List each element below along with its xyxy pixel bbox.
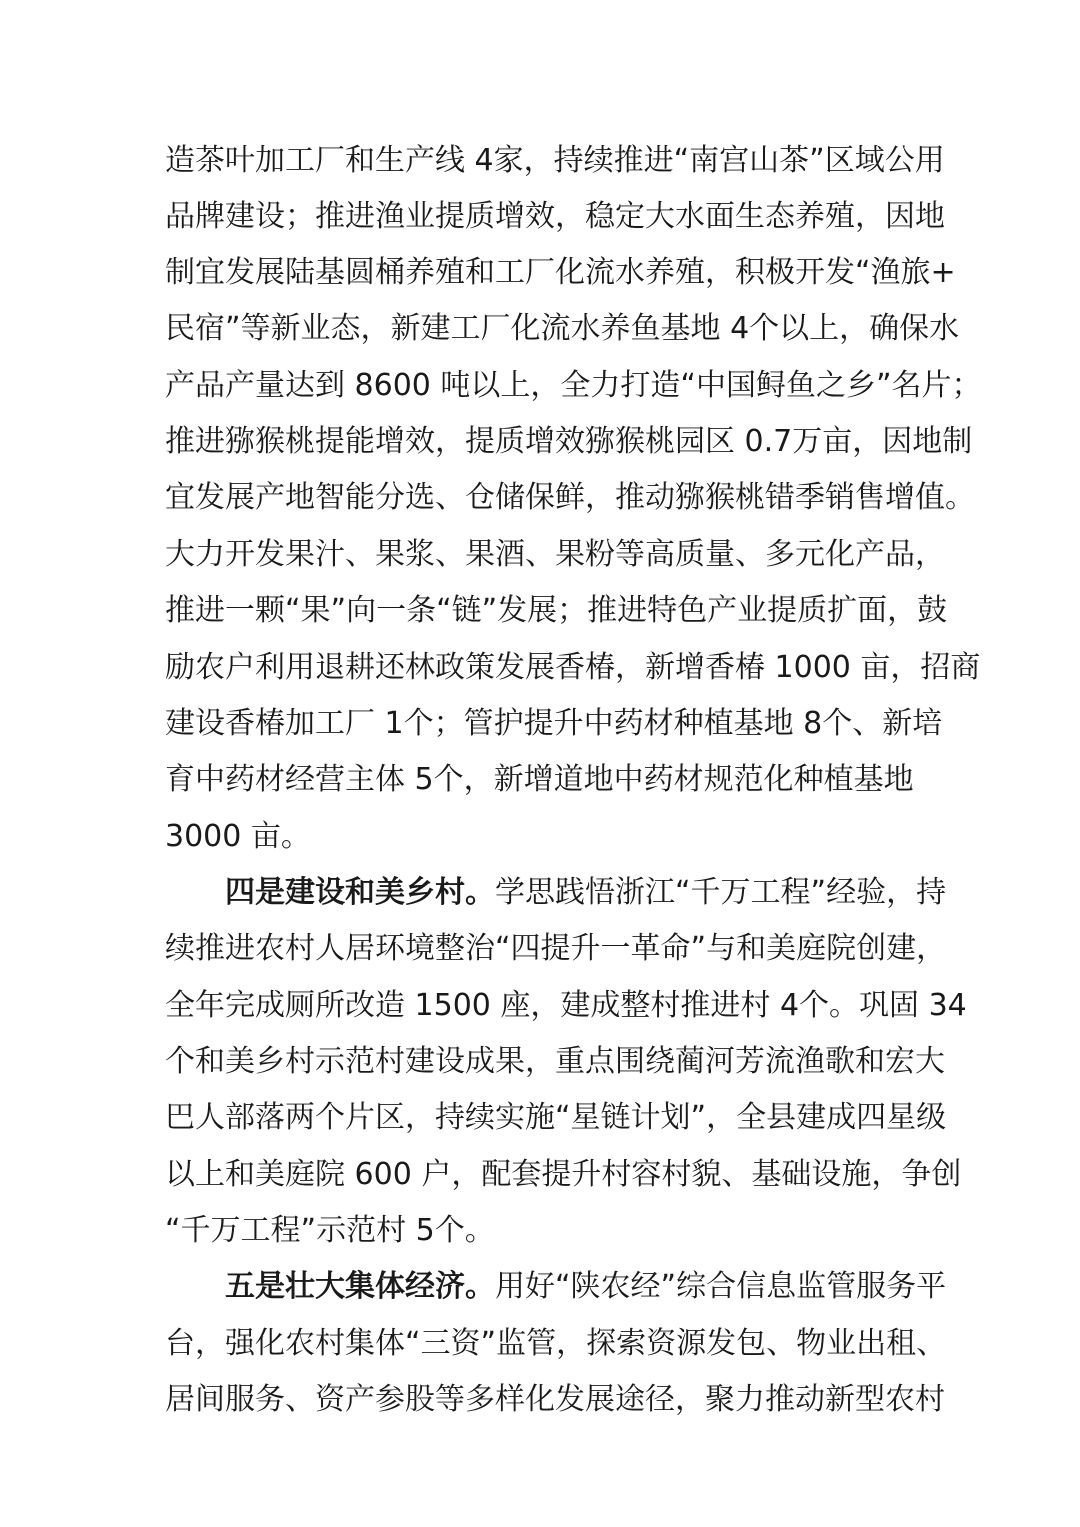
text-line: 3000 亩。	[165, 819, 311, 854]
text-line: 建设香椿加工厂 1个；管护提升中药材种植基地 8个、新培	[165, 706, 943, 741]
text-line: 个和美乡村示范村建设成果，重点围绕蔺河芳流渔歌和宏大	[165, 1044, 945, 1079]
text-line: 台，强化农村集体“三资”监管，探索资源发包、物业出租、	[165, 1326, 947, 1361]
text-line: 以上和美庭院 600 户，配套提升村容村貌、基础设施，争创	[165, 1157, 962, 1192]
paragraph-first-line	[225, 1259, 955, 1315]
text-run: 用好“陕农经”综合信息监管服务平	[495, 1269, 947, 1304]
paragraph-first-line	[225, 865, 955, 921]
text-line: 巴人部落两个片区，持续实施“星链计划”，全县建成四星级	[165, 1100, 947, 1135]
section-lead: 五是壮大集体经济。	[225, 1269, 495, 1304]
text-line: 品牌建设；推进渔业提质增效，稳定大水面生态养殖，因地	[165, 199, 945, 234]
text-line: 产品产量达到 8600 吨以上，全力打造“中国鲟鱼之乡”名片；	[165, 368, 982, 403]
text-line: “千万工程”示范村 5个。	[165, 1213, 495, 1248]
text-line: 育中药材经营主体 5个，新增道地中药材规范化种植基地	[165, 762, 914, 797]
text-run: 学思践悟浙江“千万工程”经验，持	[495, 875, 947, 910]
text-line: 推进猕猴桃提能增效，提质增效猕猴桃园区 0.7万亩，因地制	[165, 424, 973, 459]
section-lead: 四是建设和美乡村。	[225, 875, 495, 910]
text-line: 大力开发果汁、果浆、果酒、果粉等高质量、多元化产品，	[165, 537, 945, 572]
text-line: 居间服务、资产参股等多样化发展途径，聚力推动新型农村	[165, 1382, 945, 1417]
text-line: 全年完成厕所改造 1500 座，建成整村推进村 4个。巩固 34	[165, 988, 967, 1023]
text-line: 宜发展产地智能分选、仓储保鲜，推动猕猴桃错季销售增值。	[165, 480, 975, 515]
text-line: 造茶叶加工厂和生产线 4家，持续推进“南宫山茶”区域公用	[165, 143, 945, 178]
text-line: 续推进农村人居环境整治“四提升一革命”与和美庭院创建，	[165, 931, 947, 966]
text-line: 励农户利用退耕还林政策发展香椿，新增香椿 1000 亩，招商	[165, 650, 981, 685]
text-line: 制宜发展陆基圆桶养殖和工厂化流水养殖，积极开发“渔旅+	[165, 255, 956, 290]
text-line: 推进一颗“果”向一条“链”发展；推进特色产业提质扩面，鼓	[165, 593, 948, 628]
text-line: 民宿”等新业态，新建工厂化流水养鱼基地 4个以上，确保水	[165, 311, 960, 346]
